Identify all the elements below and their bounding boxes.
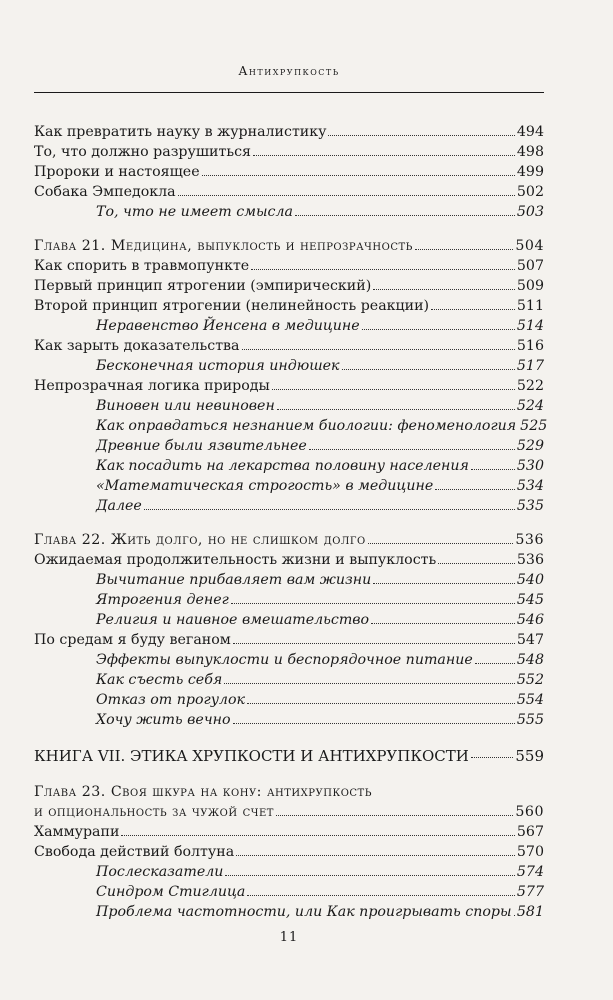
toc-subentry[interactable] <box>34 570 544 590</box>
dot-leader <box>309 436 515 450</box>
toc-subentry[interactable] <box>34 590 544 610</box>
dot-leader <box>438 550 515 564</box>
toc-entry-title: Второй принцип ятрогении (нелинейность реакции) <box>34 298 430 314</box>
toc-entry-title: «Математическая строгость» в медицине <box>96 478 434 494</box>
toc-entry-page: 517 <box>516 358 544 374</box>
header-rule <box>34 92 544 93</box>
dot-leader <box>277 396 515 410</box>
toc-entry-page: 511 <box>516 298 544 314</box>
dot-leader <box>233 630 515 644</box>
toc-entry-title: Виновен или невиновен <box>96 398 275 414</box>
dot-leader <box>247 882 515 896</box>
running-header: Антихрупкость <box>238 64 340 78</box>
toc-entry-title: То, что должно разрушиться <box>34 144 251 160</box>
dot-leader <box>247 690 515 704</box>
toc-entry-title: Религия и наивное вмешательство <box>96 612 370 628</box>
dot-leader <box>224 670 515 684</box>
toc-entry-page: 507 <box>516 258 544 274</box>
toc-entry-page: 536 <box>515 532 544 548</box>
toc-entry-title: Послесказатели <box>96 864 224 880</box>
toc-subentry[interactable] <box>34 416 548 436</box>
toc-section <box>34 744 544 768</box>
toc-entry-title: Как зарыть доказательства <box>34 338 240 354</box>
toc-entry[interactable] <box>34 822 544 842</box>
toc-entry-page: 522 <box>516 378 544 394</box>
toc-section <box>34 236 548 516</box>
toc-section <box>34 530 544 730</box>
toc-entry-title: Хаммурапи <box>34 824 120 840</box>
toc-subentry[interactable] <box>34 650 544 670</box>
toc-entry-title: Глава 23. Своя шкура на кону: антихрупкость <box>34 784 372 800</box>
toc-entry-title: Далее <box>96 498 142 514</box>
toc-subentry[interactable] <box>34 690 544 710</box>
toc-entry[interactable] <box>34 256 544 276</box>
toc-entry-page: 567 <box>516 824 544 840</box>
toc-entry-title: Древние были язвительнее <box>96 438 307 454</box>
toc-entry-title: Ожидаемая продолжительность жизни и выпуклость <box>34 552 437 568</box>
toc-entry-page: 554 <box>516 692 544 708</box>
dot-leader <box>121 822 514 836</box>
toc-subentry[interactable] <box>34 610 544 630</box>
toc-entry-title: Глава 22. Жить долго, но не слишком долго <box>34 532 366 548</box>
toc-entry-page: 560 <box>515 804 544 820</box>
toc-heading[interactable] <box>34 236 544 256</box>
toc-entry-page: 577 <box>516 884 544 900</box>
page-number: 11 <box>279 930 299 945</box>
toc-entry-title: Бесконечная история индюшек <box>96 358 340 374</box>
dot-leader <box>475 650 515 664</box>
dot-leader <box>233 710 515 724</box>
dot-leader <box>373 276 515 290</box>
dot-leader <box>342 356 515 370</box>
dot-leader <box>236 842 515 856</box>
toc-entry-page: 529 <box>516 438 544 454</box>
toc-entry-page: 546 <box>516 612 544 628</box>
toc-entry[interactable] <box>34 376 544 396</box>
toc-entry-page: 574 <box>516 864 544 880</box>
toc-entry-title: Как съесть себя <box>96 672 223 688</box>
dot-leader <box>251 256 515 270</box>
toc-subentry[interactable] <box>34 202 544 222</box>
toc-entry-title: Ятрогения денег <box>96 592 229 608</box>
toc-subentry[interactable] <box>34 356 544 376</box>
toc-entry-page: 498 <box>516 144 544 160</box>
toc-heading[interactable] <box>34 802 544 822</box>
toc-entry-title: Пророки и настоящее <box>34 164 200 180</box>
toc-subentry[interactable] <box>34 496 544 516</box>
toc-entry-page: 536 <box>516 552 544 568</box>
toc-entry[interactable] <box>34 630 544 650</box>
toc-subentry[interactable] <box>34 902 544 922</box>
toc-entry[interactable] <box>34 842 544 862</box>
toc-entry-page: 494 <box>516 124 544 140</box>
toc-entry-title: Проблема частотности, или Как проигрывать споры <box>96 904 512 920</box>
toc-section <box>34 122 544 222</box>
toc-entry-title: и опциональность за чужой счет <box>34 804 274 820</box>
dot-leader <box>295 202 515 216</box>
dot-leader <box>231 590 515 604</box>
toc-entry-page: 504 <box>515 238 544 254</box>
toc-entry-page: 516 <box>516 338 544 354</box>
toc-entry-title: Эффекты выпуклости и беспорядочное питание <box>96 652 473 668</box>
dot-leader <box>253 142 515 156</box>
toc-entry[interactable] <box>34 162 544 182</box>
toc-subentry[interactable] <box>34 396 544 416</box>
toc-entry-title: Неравенство Йенсена в медицине <box>96 318 360 334</box>
dot-leader <box>178 182 515 196</box>
toc-entry-title: По средам я буду веганом <box>34 632 231 648</box>
toc-subentry[interactable] <box>34 316 544 336</box>
dot-leader <box>431 296 515 310</box>
toc-entry-page: 525 <box>520 418 548 434</box>
toc-entry-page: 534 <box>516 478 544 494</box>
toc-entry-title: Как превратить науку в журналистику <box>34 124 327 140</box>
toc-entry-title: То, что не имеет смысла <box>96 204 293 220</box>
toc-entry[interactable] <box>34 296 544 316</box>
dot-leader <box>272 376 515 390</box>
toc-entry-page: 530 <box>516 458 544 474</box>
toc-entry-title: Непрозрачная логика природы <box>34 378 270 394</box>
toc-subentry[interactable] <box>34 882 544 902</box>
toc-entry-title: Как спорить в травмопункте <box>34 258 250 274</box>
toc-entry-page: 555 <box>516 712 544 728</box>
table-of-contents <box>34 122 548 922</box>
toc-entry-page: 548 <box>516 652 544 668</box>
toc-subentry[interactable] <box>34 456 544 476</box>
toc-entry-page: 570 <box>516 844 544 860</box>
toc-entry-page: 499 <box>516 164 544 180</box>
toc-entry-title: Отказ от прогулок <box>96 692 245 708</box>
toc-entry-page: 509 <box>516 278 544 294</box>
toc-entry-page: 559 <box>515 747 544 765</box>
toc-entry-page: 545 <box>516 592 544 608</box>
dot-leader <box>276 802 513 816</box>
toc-subentry[interactable] <box>34 436 544 456</box>
toc-section <box>34 782 544 922</box>
toc-entry[interactable] <box>34 122 544 142</box>
toc-entry-title: Синдром Стиглица <box>96 884 246 900</box>
toc-entry-page: 581 <box>516 904 544 920</box>
toc-entry[interactable] <box>34 182 544 202</box>
toc-entry-page: 552 <box>516 672 544 688</box>
toc-entry-title: Собака Эмпедокла <box>34 184 176 200</box>
dot-leader <box>514 902 515 916</box>
dot-leader <box>202 162 515 176</box>
dot-leader <box>435 476 515 490</box>
dot-leader <box>328 122 514 136</box>
dot-leader <box>373 570 515 584</box>
toc-entry-page: 547 <box>516 632 544 648</box>
dot-leader <box>144 496 515 510</box>
toc-entry-page: 514 <box>516 318 544 334</box>
toc-heading[interactable] <box>34 744 544 768</box>
toc-entry[interactable] <box>34 276 544 296</box>
toc-entry-title: Глава 21. Медицина, выпуклость и непрозрачность <box>34 238 413 254</box>
toc-entry-title: КНИГА VII. ЭТИКА ХРУПКОСТИ И АНТИХРУПКОСТИ <box>34 747 469 765</box>
toc-entry[interactable] <box>34 142 544 162</box>
toc-heading[interactable] <box>34 530 544 550</box>
toc-entry-title: Вычитание прибавляет вам жизни <box>96 572 372 588</box>
toc-heading[interactable] <box>34 782 544 802</box>
dot-leader <box>371 610 515 624</box>
toc-entry-page: 540 <box>516 572 544 588</box>
toc-entry[interactable] <box>34 336 544 356</box>
dot-leader <box>362 316 515 330</box>
toc-subentry[interactable] <box>34 670 544 690</box>
toc-subentry[interactable] <box>34 710 544 730</box>
dot-leader <box>242 336 515 350</box>
toc-entry-page: 524 <box>516 398 544 414</box>
dot-leader <box>471 744 514 758</box>
toc-subentry[interactable] <box>34 476 544 496</box>
toc-entry-page: 535 <box>516 498 544 514</box>
toc-subentry[interactable] <box>34 862 544 882</box>
toc-entry-title: Первый принцип ятрогении (эмпирический) <box>34 278 372 294</box>
dot-leader <box>471 456 515 470</box>
toc-entry-title: Хочу жить вечно <box>96 712 231 728</box>
dot-leader <box>368 530 514 544</box>
toc-entry-title: Как посадить на лекарства половину населения <box>96 458 469 474</box>
toc-entry-title: Свобода действий болтуна <box>34 844 235 860</box>
toc-entry-page: 502 <box>516 184 544 200</box>
toc-entry-title: Как оправдаться незнанием биологии: феноменология <box>96 418 517 434</box>
toc-entry[interactable] <box>34 550 544 570</box>
dot-leader <box>415 236 514 250</box>
toc-entry-page: 503 <box>516 204 544 220</box>
dot-leader <box>225 862 515 876</box>
